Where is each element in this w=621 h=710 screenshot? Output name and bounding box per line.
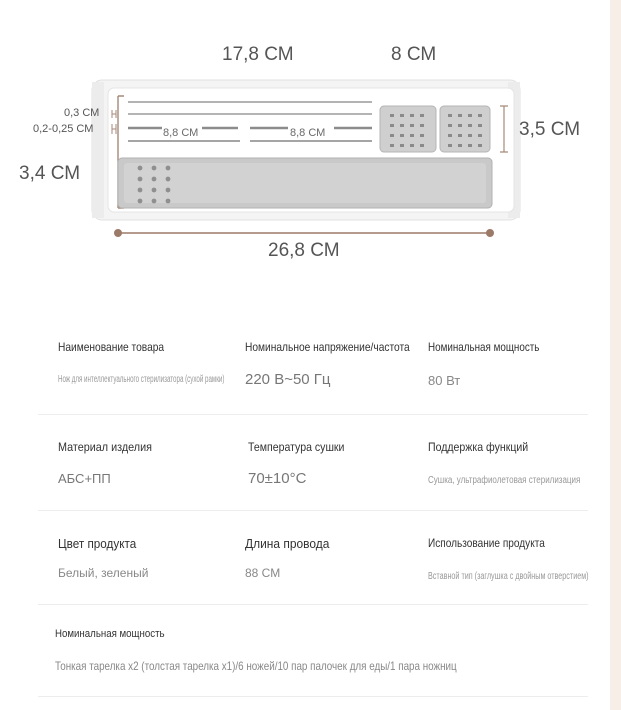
product-diagram bbox=[0, 0, 610, 300]
spec-label: Температура сушки bbox=[248, 440, 345, 454]
spec-value: 80 Вт bbox=[428, 373, 461, 388]
spec-cell bbox=[58, 536, 148, 580]
dimension-height-right: 3,5 СМ bbox=[519, 119, 581, 140]
spec-cell bbox=[428, 340, 564, 388]
dimension-slot-right: 8,8 СМ bbox=[290, 127, 326, 139]
dimension-knife-slot: 0,2-0,25 СМ bbox=[33, 123, 94, 135]
spec-value: Сушка, ультрафиолетовая стерилизация bbox=[428, 475, 581, 486]
spec-cell bbox=[428, 440, 618, 486]
spec-value: Вставной тип (заглушка с двойным отверстием) bbox=[428, 571, 589, 582]
spec-cell bbox=[245, 340, 439, 388]
spec-label: Длина провода bbox=[245, 536, 330, 551]
decorative-side-strip bbox=[610, 0, 621, 710]
dimension-width-total: 17,8 СМ bbox=[222, 44, 294, 65]
row-divider bbox=[38, 696, 588, 697]
dimension-width-right: 8 СМ bbox=[391, 44, 437, 65]
row-divider bbox=[38, 604, 588, 605]
spec-value: Белый, зеленый bbox=[58, 566, 149, 580]
spec-cell bbox=[428, 536, 621, 582]
spec-cell bbox=[58, 440, 162, 486]
dimension-slot-left: 8,8 СМ bbox=[163, 127, 199, 139]
spec-label: Наименование товара bbox=[58, 340, 165, 354]
spec-value: 70±10°C bbox=[248, 470, 307, 487]
spec-label: Цвет продукта bbox=[58, 536, 137, 551]
dimension-length-bottom: 26,8 СМ bbox=[268, 240, 340, 261]
spec-value: 220 В~50 Гц bbox=[245, 371, 331, 388]
dimension-thin-slot: 0,3 СМ bbox=[64, 107, 100, 119]
spec-label: Номинальное напряжение/частота bbox=[245, 340, 410, 354]
spec-value: Нож для интеллектуального стерилизатора (сухой рамки) bbox=[58, 374, 225, 385]
footer-label: Номинальная мощность bbox=[55, 628, 165, 640]
spec-label: Номинальная мощность bbox=[428, 340, 540, 354]
row-divider bbox=[38, 414, 588, 415]
spec-label: Материал изделия bbox=[58, 440, 152, 454]
footer-value: Тонкая тарелка x2 (толстая тарелка x1)/6 ножей/10 пар палочек для еды/1 пара ножниц bbox=[55, 659, 457, 673]
row-divider bbox=[38, 510, 588, 511]
spec-cell bbox=[248, 440, 358, 487]
dimension-height-left: 3,4 СМ bbox=[19, 163, 81, 184]
spec-label: Поддержка функций bbox=[428, 440, 529, 454]
spec-cell bbox=[55, 628, 545, 673]
spec-cell bbox=[245, 536, 337, 580]
spec-label: Использование продукта bbox=[428, 536, 545, 550]
spec-value: АБС+ПП bbox=[58, 471, 111, 486]
spec-value: 88 СМ bbox=[245, 566, 281, 580]
